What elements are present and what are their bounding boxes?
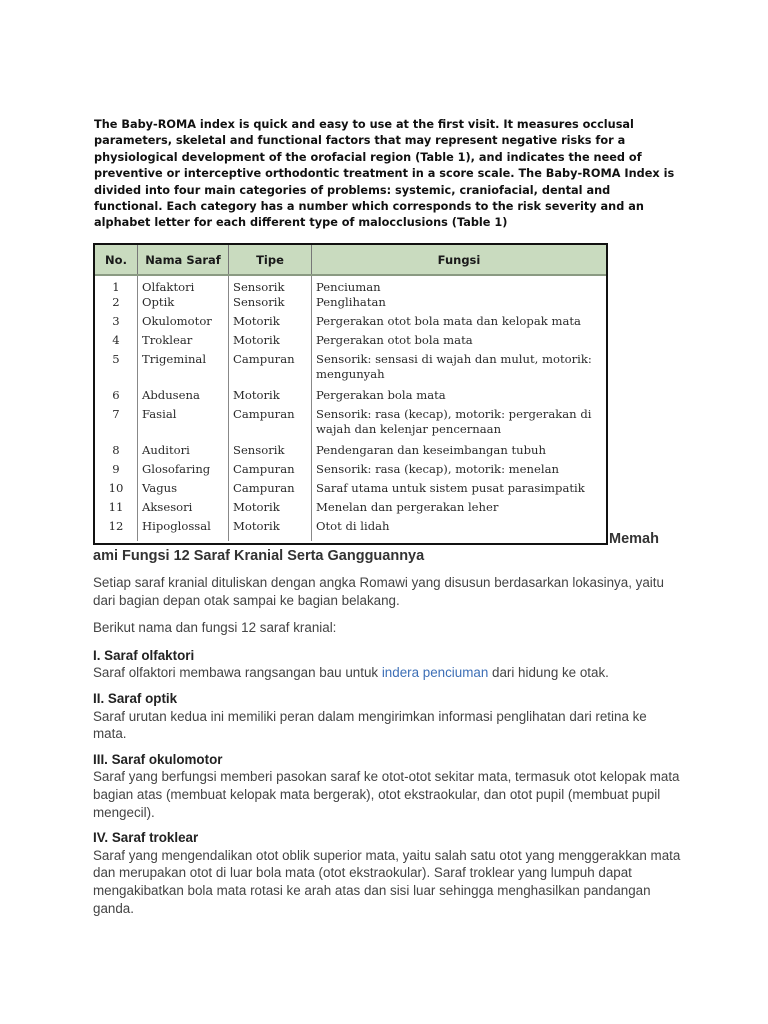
cell-tipe: Campuran [229, 407, 312, 443]
cell-nama: Vagus [138, 481, 229, 500]
cell-nama: Aksesori [138, 500, 229, 519]
cell-no: 4 [95, 333, 138, 352]
table-row [95, 388, 606, 407]
table-row [95, 333, 606, 352]
section-troklear [93, 829, 683, 917]
cell-fungsi: Pergerakan otot bola mata dan kelopak mata [316, 314, 581, 328]
table-row [95, 462, 606, 481]
section-text-part: dari hidung ke otak. [488, 665, 609, 681]
table-row [95, 443, 606, 462]
section-text [93, 664, 683, 682]
section-title: IV. Saraf troklear [93, 830, 199, 846]
cell-no: 9 [95, 462, 138, 481]
cell-nama: Auditori [138, 443, 229, 462]
cell-fungsi: Otot di lidah [316, 519, 390, 533]
cell-nama: Hipoglossal [138, 519, 229, 541]
cell-no: 1 [95, 275, 138, 295]
cell-fungsi: Penciuman [316, 280, 381, 294]
section-title: II. Saraf optik [93, 690, 178, 706]
cell-tipe: Campuran [229, 352, 312, 388]
cell-no: 2 [95, 295, 138, 314]
section-text-part: Saraf olfaktori membawa rangsangan bau untuk [93, 665, 382, 681]
table-row [95, 481, 606, 500]
cell-tipe: Sensorik [229, 443, 312, 462]
list-lead: Berikut nama dan fungsi 12 saraf kranial: [93, 620, 337, 636]
cell-no: 5 [95, 352, 138, 388]
intro-lead: Setiap saraf kranial dituliskan dengan angka Romawi yang disusun berdasarkan lokasinya, yaitu dari bagian depan otak sampai ke bagian belakang. [93, 575, 664, 608]
cell-fungsi: Sensorik: rasa (kecap), motorik: pergerakan di wajah dan kelenjar pencernaan [316, 407, 592, 436]
table-row [95, 295, 606, 314]
cell-no: 11 [95, 500, 138, 519]
table-row [95, 500, 606, 519]
header-tipe: Tipe [229, 245, 312, 275]
cell-nama: Abdusena [138, 388, 229, 407]
table-row [95, 407, 606, 443]
cell-fungsi: Pergerakan bola mata [316, 388, 446, 402]
section-okulomotor [93, 751, 683, 821]
cell-tipe: Motorik [229, 500, 312, 519]
cell-nama: Fasial [138, 407, 229, 443]
cell-tipe: Motorik [229, 519, 312, 541]
header-no: No. [95, 245, 138, 275]
cell-tipe: Campuran [229, 481, 312, 500]
cell-tipe: Motorik [229, 314, 312, 333]
cell-no: 8 [95, 443, 138, 462]
cell-nama: Optik [138, 295, 229, 314]
table-row [95, 314, 606, 333]
table-row [95, 519, 606, 541]
cell-tipe: Campuran [229, 462, 312, 481]
cranial-nerve-table-image [93, 243, 608, 545]
header-nama-saraf: Nama Saraf [138, 245, 229, 275]
cell-tipe: Motorik [229, 333, 312, 352]
section-text: Saraf yang berfungsi memberi pasokan saraf ke otot-otot sekitar mata, termasuk otot kelopak mata bagian atas (membuat kelopak mata bergerak), otot ekstraokular, dan otot pupil (membuat pupil mengecil). [93, 769, 680, 820]
cell-fungsi: Menelan dan pergerakan leher [316, 500, 499, 514]
cell-no: 3 [95, 314, 138, 333]
cell-fungsi: Sensorik: rasa (kecap), motorik: menelan [316, 462, 559, 476]
section-text: Saraf urutan kedua ini memiliki peran dalam mengirimkan informasi penglihatan dari retina ke mata. [93, 708, 647, 742]
cell-fungsi: Penglihatan [316, 295, 386, 309]
table-header-row [95, 245, 606, 275]
cell-no: 12 [95, 519, 138, 541]
cell-nama: Olfaktori [138, 275, 229, 295]
section-text: Saraf yang mengendalikan otot oblik superior mata, yaitu salah satu otot yang menggerakkan mata dan merupakan otot di luar bola mata (otot ekstraokular). Saraf troklear yang lumpuh dapat mengakibatkan bola mata rotasi ke arah atas dan sisi luar sehingga menghasilkan pandangan ganda. [93, 847, 681, 916]
section-title: I. Saraf olfaktori [93, 647, 195, 663]
header-fungsi: Fungsi [312, 245, 607, 275]
section-optik [93, 690, 683, 743]
cell-no: 7 [95, 407, 138, 443]
indera-penciuman-link[interactable]: indera penciuman [381, 665, 489, 681]
section-title: III. Saraf okulomotor [93, 751, 223, 767]
cell-nama: Glosofaring [138, 462, 229, 481]
cranial-nerve-table [95, 245, 606, 541]
cell-no: 10 [95, 481, 138, 500]
cell-fungsi: Saraf utama untuk sistem pusat parasimpatik [316, 481, 585, 495]
cell-no: 6 [95, 388, 138, 407]
cell-fungsi: Sensorik: sensasi di wajah dan mulut, motorik: mengunyah [316, 352, 592, 381]
cell-fungsi: Pendengaran dan keseimbangan tubuh [316, 443, 546, 457]
table-row [95, 275, 606, 295]
cell-nama: Okulomotor [138, 314, 229, 333]
intro-paragraph: The Baby-ROMA index is quick and easy to use at the first visit. It measures occlusal parameters, skeletal and functional factors that may represent negative risks for a physiological development of the orofacial region (Table 1), and indicates the need of preventive or interceptive orthodontic treatment in a score scale. The Baby-ROMA Index is divided into four main categories of problems: systemic, craniofacial, dental and functional. Each category has a number which corresponds to the risk severity and an alphabet letter for each different type of malocclusions (Table 1) [94, 118, 675, 230]
table-row [95, 352, 606, 388]
cell-nama: Trigeminal [138, 352, 229, 388]
cell-fungsi: Pergerakan otot bola mata [316, 333, 473, 347]
cell-tipe: Motorik [229, 388, 312, 407]
cell-tipe: Sensorik [229, 295, 312, 314]
section-olfaktori [93, 647, 683, 682]
article-body [93, 574, 683, 925]
cell-nama: Troklear [138, 333, 229, 352]
article-title: ami Fungsi 12 Saraf Kranial Serta Gangguannya [93, 548, 425, 564]
article-title-fragment: Memah [609, 531, 659, 547]
cell-tipe: Sensorik [229, 275, 312, 295]
